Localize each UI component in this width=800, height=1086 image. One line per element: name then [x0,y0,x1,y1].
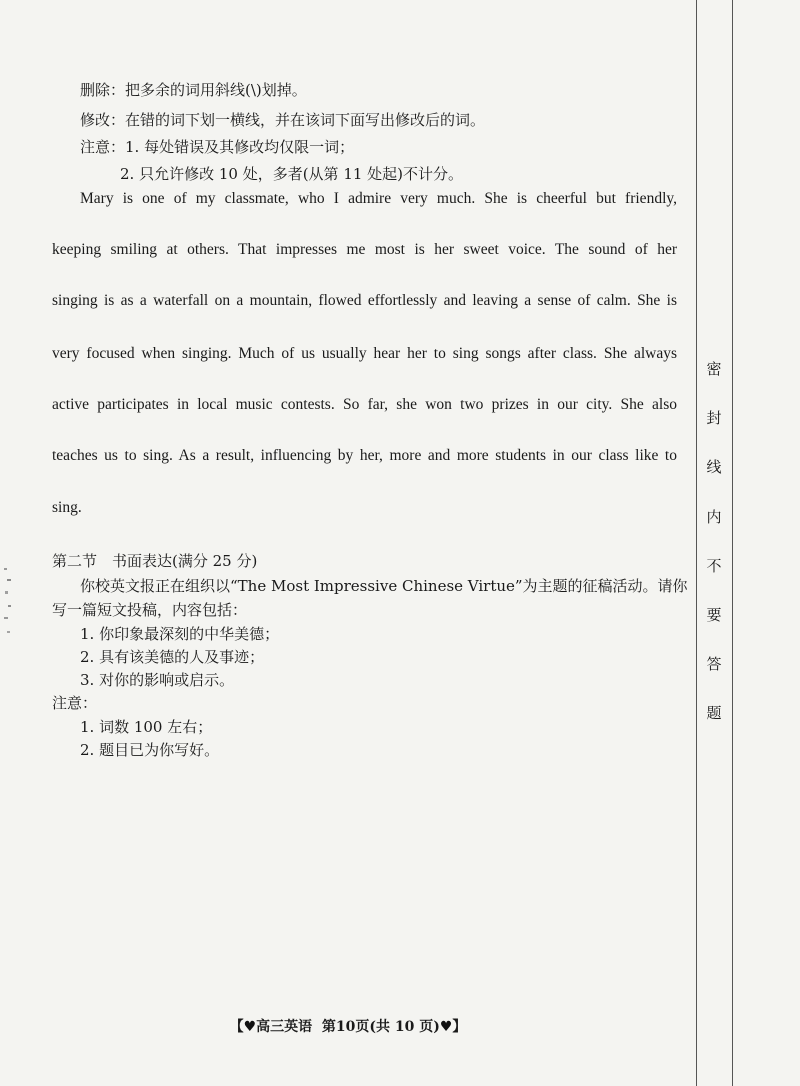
essay-line: singing is as a waterfall on a mountain, flowed effortlessly and leaving a sense of calm. She is [52,292,677,309]
instruction-delete: 删除：把多余的词用斜线(\)划掉。 [80,81,307,99]
section2-note: 1. 词数 100 左右； [80,718,213,736]
binding-line-inner [696,0,697,1086]
footer-page-number: 第10页(共 10 页) [321,1019,440,1035]
essay-line: Mary is one of my classmate, who I admire very much. She is cheerful but friendly, [80,190,677,207]
section2-heading: 第二节 书面表达(满分 25 分) [52,552,258,570]
seal-char: 题 [706,704,722,722]
binding-line-outer [732,0,733,1086]
heart-icon: ♥ [439,1019,453,1035]
section2-prompt-line-1: 你校英文报正在组织以“The Most Impressive Chinese Virtue”为主题的征稿活动。请你 [80,577,688,595]
instruction-modify: 修改：在错的词下划一横线，并在该词下面写出修改后的词。 [80,111,486,129]
essay-line: sing. [52,499,82,516]
essay-line: active participates in local music contests. So far, she won two prizes in our city. She also [52,396,677,413]
footer-subject: 高三英语 [256,1019,313,1035]
essay-line: very focused when singing. Much of us usually hear her to sing songs after class. She always [52,345,677,362]
essay-line: keeping smiling at others. That impresses me most is her sweet voice. The sound of her [52,241,677,258]
footer-bracket-right: 】 [452,1019,467,1035]
seal-char: 要 [706,606,722,624]
seal-char: 密 [706,360,722,378]
section2-note: 2. 题目已为你写好。 [80,741,220,759]
content-item: 1. 你印象最深刻的中华美德； [80,625,280,643]
scan-specks [2,565,14,645]
seal-char: 内 [706,508,722,526]
instruction-note-2: 2. 只允许修改 10 处，多者(从第 11 处起)不计分。 [120,165,464,183]
seal-char: 不 [706,557,722,575]
heart-icon: ♥ [243,1019,257,1035]
section2-prompt-line-2: 写一篇短文投稿，内容包括： [52,601,248,619]
footer-bracket-left: 【 [229,1019,244,1035]
page-footer [0,1016,696,1036]
content-item: 3. 对你的影响或启示。 [80,671,235,689]
essay-line: teaches us to sing. As a result, influencing by her, more and more students in our class like to [52,447,677,464]
content-item: 2. 具有该美德的人及事迹； [80,648,265,666]
instruction-note-1: 注意：1. 每处错误及其修改均仅限一词； [80,138,355,156]
section2-note-label: 注意： [52,694,98,712]
seal-char: 线 [706,458,722,476]
seal-char: 封 [706,409,722,427]
seal-char: 答 [706,655,722,673]
